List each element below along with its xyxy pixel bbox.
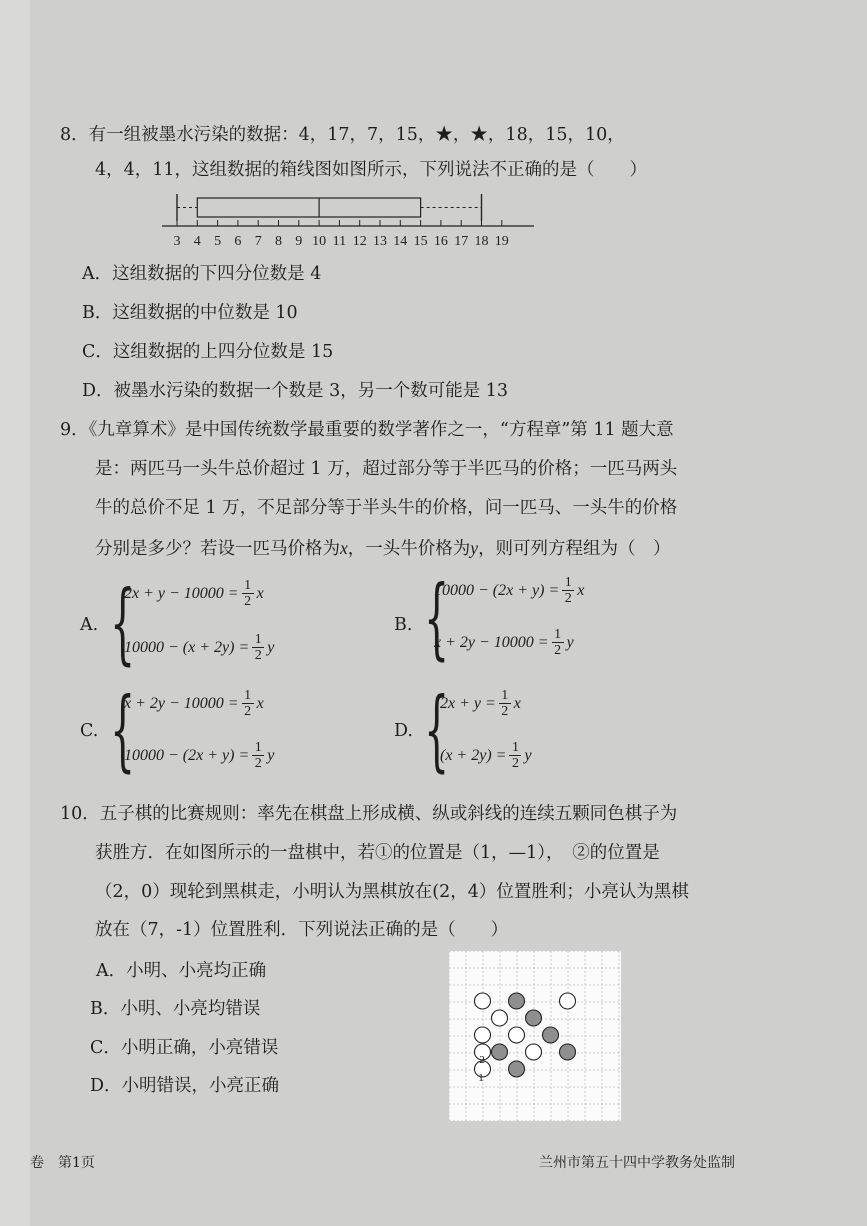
q10-option-d: D．小明错误，小亮正确 (90, 1076, 280, 1096)
axis-tick-label: 7 (254, 234, 262, 249)
q9-d-eq1: 2x + y = (440, 694, 496, 712)
var-x: x (340, 538, 348, 558)
axis-tick-label: 12 (352, 234, 367, 249)
page-edge (0, 0, 30, 1226)
q9-option-c-label: C. (80, 721, 99, 741)
q9-line4 (95, 537, 671, 560)
q9-option-a-label: A. (80, 615, 99, 635)
white-stone (526, 1044, 542, 1060)
q9-c-eq1: x + 2y − 10000 = (124, 694, 239, 712)
fraction: $\frac{1}{2}$ (562, 575, 574, 606)
footer-page-number: 卷 第1页 (30, 1155, 95, 1171)
q10-line4: 放在（7，-1）位置胜利．下列说法正确的是（ ） (95, 920, 509, 940)
axis-tick-label: 18 (474, 234, 489, 249)
q9-line4-b: ，一头牛价格为 (347, 539, 471, 559)
q9-a-eq1: 2x + y − 10000 = (124, 584, 239, 602)
box (197, 198, 420, 217)
q10-line3: （2，0）现轮到黑棋走，小明认为黑棋放在(2，4）位置胜利；小亮认为黑棋 (95, 882, 689, 902)
q9-line4-a: 分别是多少？若设一匹马价格为 (95, 539, 340, 559)
axis-tick-label: 15 (413, 234, 428, 249)
q9-option-d-brace: { (424, 678, 450, 781)
white-stone (475, 1027, 491, 1043)
q9-b-eq1: 10000 − (2x + y) = (434, 581, 560, 599)
q9-a-eq2: 10000 − (x + 2y) = (124, 638, 250, 656)
q9-line2: 是：两匹马一头牛总价超过 1 万，超过部分等于半匹马的价格；一匹马两头 (95, 459, 678, 479)
fraction: $\frac{1}{2}$ (252, 632, 264, 663)
fraction: $\frac{1}{2}$ (509, 740, 521, 771)
marker-1: 1 (478, 1072, 484, 1084)
axis-tick-label: 3 (173, 234, 181, 249)
fraction: $\frac{1}{2}$ (252, 740, 264, 771)
q9-line3: 牛的总价不足 1 万，不足部分等于半头牛的价格，问一匹马、一头牛的价格 (95, 498, 678, 518)
axis-tick-label: 11 (332, 234, 347, 249)
q9-b-eq2: x + 2y − 10000 = (434, 633, 549, 651)
axis-tick-label: 6 (234, 234, 242, 249)
axis-tick-label: 16 (433, 234, 448, 249)
q10-line1: 10．五子棋的比赛规则：率先在棋盘上形成横、纵或斜线的连续五颗同色棋子为 (60, 804, 678, 824)
axis-tick-label: 13 (373, 234, 387, 249)
q8-line1: 8．有一组被墨水污染的数据：4，17，7，15，★，★，18，15，10， (60, 125, 625, 145)
q9-option-b-brace: { (424, 566, 450, 669)
q9-option-d-label: D. (394, 721, 413, 741)
q8-option-c: C．这组数据的上四分位数是 15 (82, 342, 334, 362)
q9-option-c-brace: { (110, 678, 136, 781)
gomoku-board (449, 951, 621, 1121)
white-stone (492, 1010, 508, 1026)
axis-tick-label: 14 (393, 234, 408, 249)
q8-boxplot (150, 188, 550, 250)
fraction: $\frac{1}{2}$ (499, 688, 511, 719)
white-stone (509, 1027, 525, 1043)
q8-option-a: A．这组数据的下四分位数是 4 (82, 264, 322, 284)
q8-option-b: B．这组数据的中位数是 10 (82, 303, 298, 323)
black-stone (560, 1044, 576, 1060)
q9-line1: 9．《九章算术》是中国传统数学最重要的数学著作之一，“方程章”第 11 题大意 (60, 420, 674, 440)
axis-tick-label: 8 (275, 234, 282, 249)
q10-option-c: C．小明正确，小亮错误 (90, 1038, 279, 1058)
black-stone (509, 993, 525, 1009)
axis-tick-label: 19 (494, 234, 509, 249)
black-stone (543, 1027, 559, 1043)
footer-school: 兰州市第五十四中学教务处监制 (539, 1155, 735, 1171)
black-stone (526, 1010, 542, 1026)
axis-tick-label: 9 (295, 234, 303, 249)
q8-option-d: D．被墨水污染的数据一个数是 3，另一个数可能是 13 (82, 381, 509, 401)
fraction: $\frac{1}{2}$ (552, 627, 564, 658)
white-stone (560, 993, 576, 1009)
q10-line2: 获胜方．在如图所示的一盘棋中，若①的位置是（1，—1）， ②的位置是 (95, 843, 660, 863)
q10-option-a: A．小明、小亮均正确 (96, 961, 267, 981)
q10-option-b: B．小明、小亮均错误 (90, 999, 261, 1019)
q9-c-eq2: 10000 − (2x + y) = (124, 746, 250, 764)
marker-2: 2 (479, 1054, 485, 1066)
q9-option-b-label: B. (394, 615, 413, 635)
q9-d-eq2: (x + 2y) = (440, 746, 507, 764)
fraction: $\frac{1}{2}$ (242, 688, 254, 719)
q9-line4-c: ，则可列方程组为（ ） (478, 539, 671, 559)
white-stone (475, 993, 491, 1009)
axis-tick-label: 4 (193, 234, 201, 249)
q9-option-a-brace: { (110, 571, 136, 674)
black-stone (509, 1061, 525, 1077)
axis-tick-label: 10 (312, 234, 327, 249)
axis-tick-label: 5 (214, 234, 222, 249)
black-stone (492, 1044, 508, 1060)
var-y: y (470, 538, 479, 558)
fraction: $\frac{1}{2}$ (242, 578, 254, 609)
axis-tick-label: 17 (454, 234, 469, 249)
q8-line2: 4，4，11，这组数据的箱线图如图所示，下列说法不正确的是（ ） (95, 160, 648, 180)
